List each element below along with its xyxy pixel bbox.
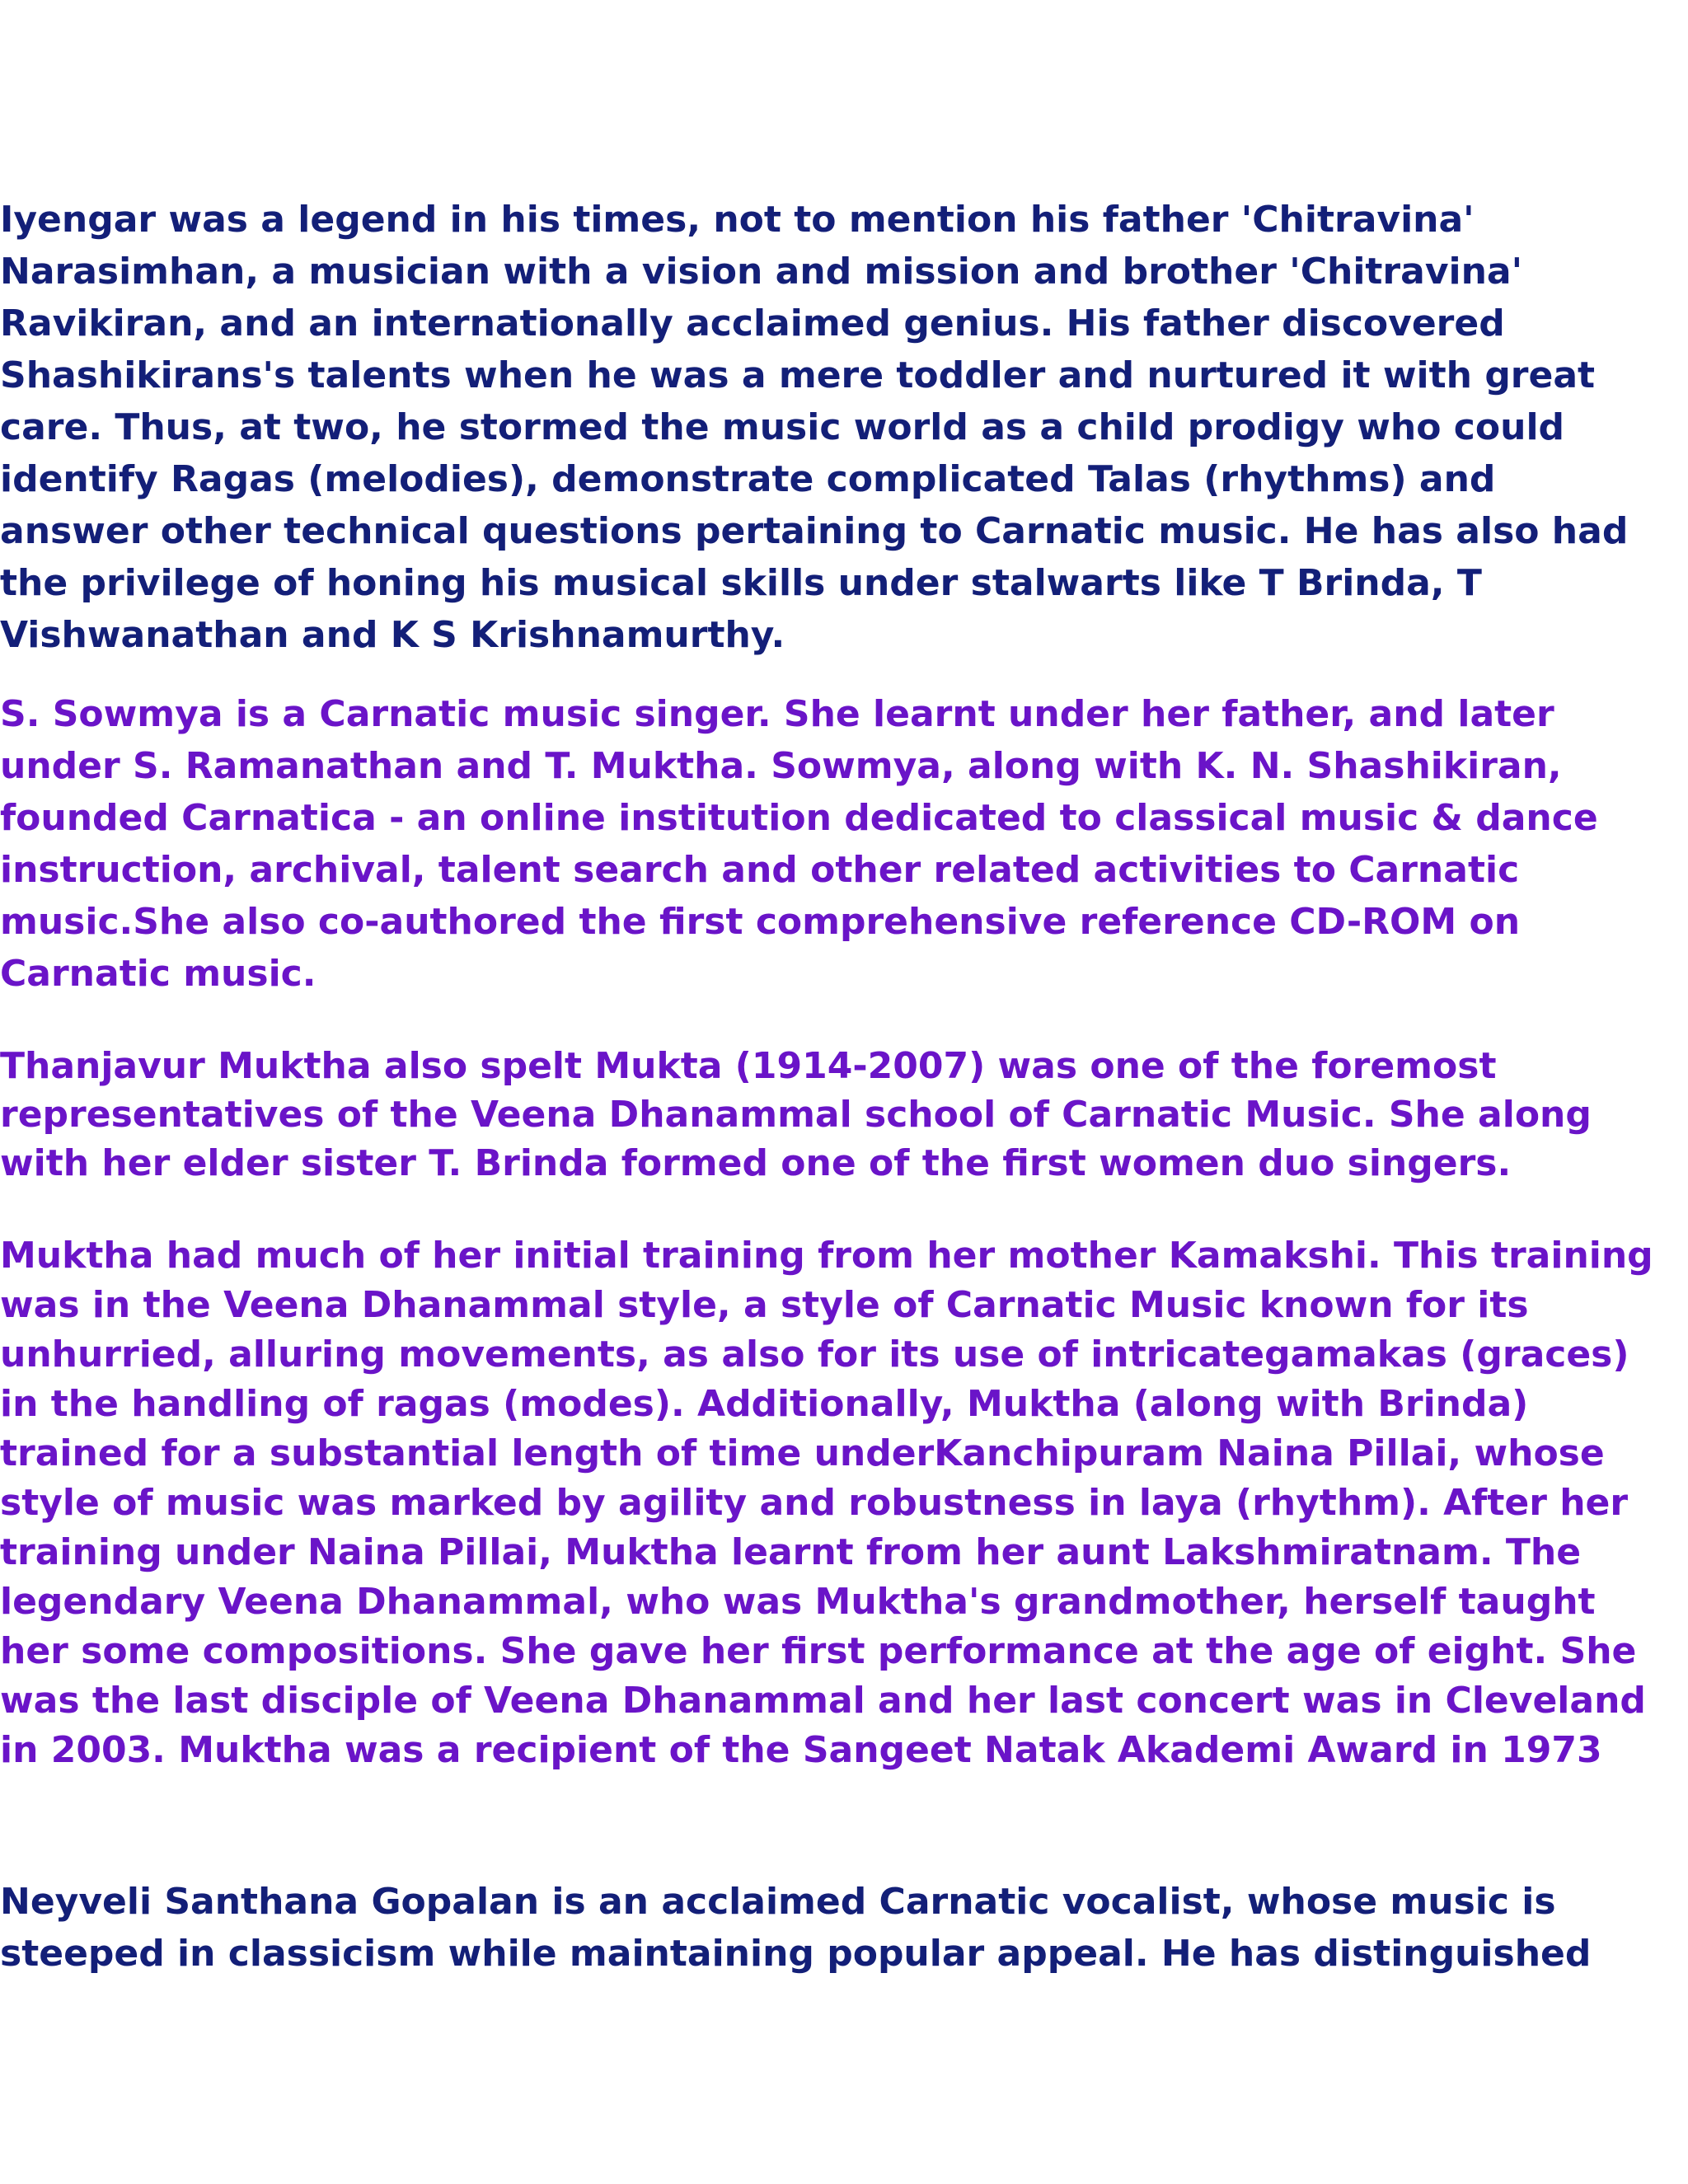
text-line: was in the Veena Dhanammal style, a style of Carnatic Music known for its [0, 1284, 1529, 1326]
text-line: trained for a substantial length of time underKanchipuram Naina Pillai, whose [0, 1432, 1605, 1474]
paragraph-muktha-intro [0, 1042, 1592, 1188]
text-line: Neyveli Santhana Gopalan is an acclaimed Carnatic vocalist, whose music is [0, 1881, 1556, 1923]
text-line: in the handling of ragas (modes). Additionally, Muktha (along with Brinda) [0, 1383, 1529, 1425]
paragraph-santhana-gopalan-bio [0, 1876, 1591, 1980]
paragraph-shashikiran-bio [0, 194, 1628, 661]
text-line: unhurried, alluring movements, as also for its use of intricategamakas (graces) [0, 1333, 1629, 1376]
text-line: with her elder sister T. Brinda formed one of the first women duo singers. [0, 1142, 1512, 1184]
text-line: representatives of the Veena Dhanammal school of Carnatic Music. She along [0, 1094, 1592, 1136]
text-line: S. Sowmya is a Carnatic music singer. She learnt under her father, and later [0, 693, 1554, 735]
text-line: identify Ragas (melodies), demonstrate complicated Talas (rhythms) and [0, 458, 1496, 500]
text-line: Carnatic music. [0, 953, 316, 995]
paragraph-muktha-training [0, 1231, 1653, 1775]
text-line: was the last disciple of Veena Dhanammal and her last concert was in Cleveland [0, 1680, 1646, 1722]
text-line: care. Thus, at two, he stormed the music world as a child prodigy who could [0, 406, 1565, 448]
text-line: style of music was marked by agility and robustness in laya (rhythm). After her [0, 1482, 1629, 1524]
text-line: Narasimhan, a musician with a vision and mission and brother 'Chitravina' [0, 251, 1523, 293]
text-line: steeped in classicism while maintaining popular appeal. He has distinguished [0, 1933, 1592, 1975]
text-line: training under Naina Pillai, Muktha learnt from her aunt Lakshmiratnam. The [0, 1531, 1582, 1573]
text-line: instruction, archival, talent search and other related activities to Carnatic [0, 849, 1520, 891]
text-line: the privilege of honing his musical skills under stalwarts like T Brinda, T [0, 562, 1482, 604]
text-line: legendary Veena Dhanammal, who was Muktha's grandmother, herself taught [0, 1581, 1596, 1623]
paragraph-sowmya-bio [0, 688, 1598, 1000]
text-line: Shashikirans's talents when he was a mere toddler and nurtured it with great [0, 354, 1596, 396]
text-line: under S. Ramanathan and T. Muktha. Sowmya, along with K. N. Shashikiran, [0, 745, 1562, 787]
text-line: Muktha had much of her initial training from her mother Kamakshi. This training [0, 1235, 1653, 1277]
text-line: Vishwanathan and K S Krishnamurthy. [0, 614, 785, 656]
text-line: Ravikiran, and an internationally acclaimed genius. His father discovered [0, 302, 1505, 344]
text-line: in 2003. Muktha was a recipient of the Sangeet Natak Akademi Award in 1973 [0, 1729, 1602, 1771]
text-line: founded Carnatica - an online institution dedicated to classical music & dance [0, 797, 1598, 839]
text-line: answer other technical questions pertaining to Carnatic music. He has also had [0, 510, 1629, 552]
text-line: her some compositions. She gave her first performance at the age of eight. She [0, 1630, 1637, 1672]
text-line: Iyengar was a legend in his times, not to mention his father 'Chitravina' [0, 199, 1475, 241]
text-line: Thanjavur Muktha also spelt Mukta (1914-2007) was one of the foremost [0, 1045, 1497, 1087]
text-line: music.She also co-authored the first comprehensive reference CD-ROM on [0, 901, 1521, 943]
